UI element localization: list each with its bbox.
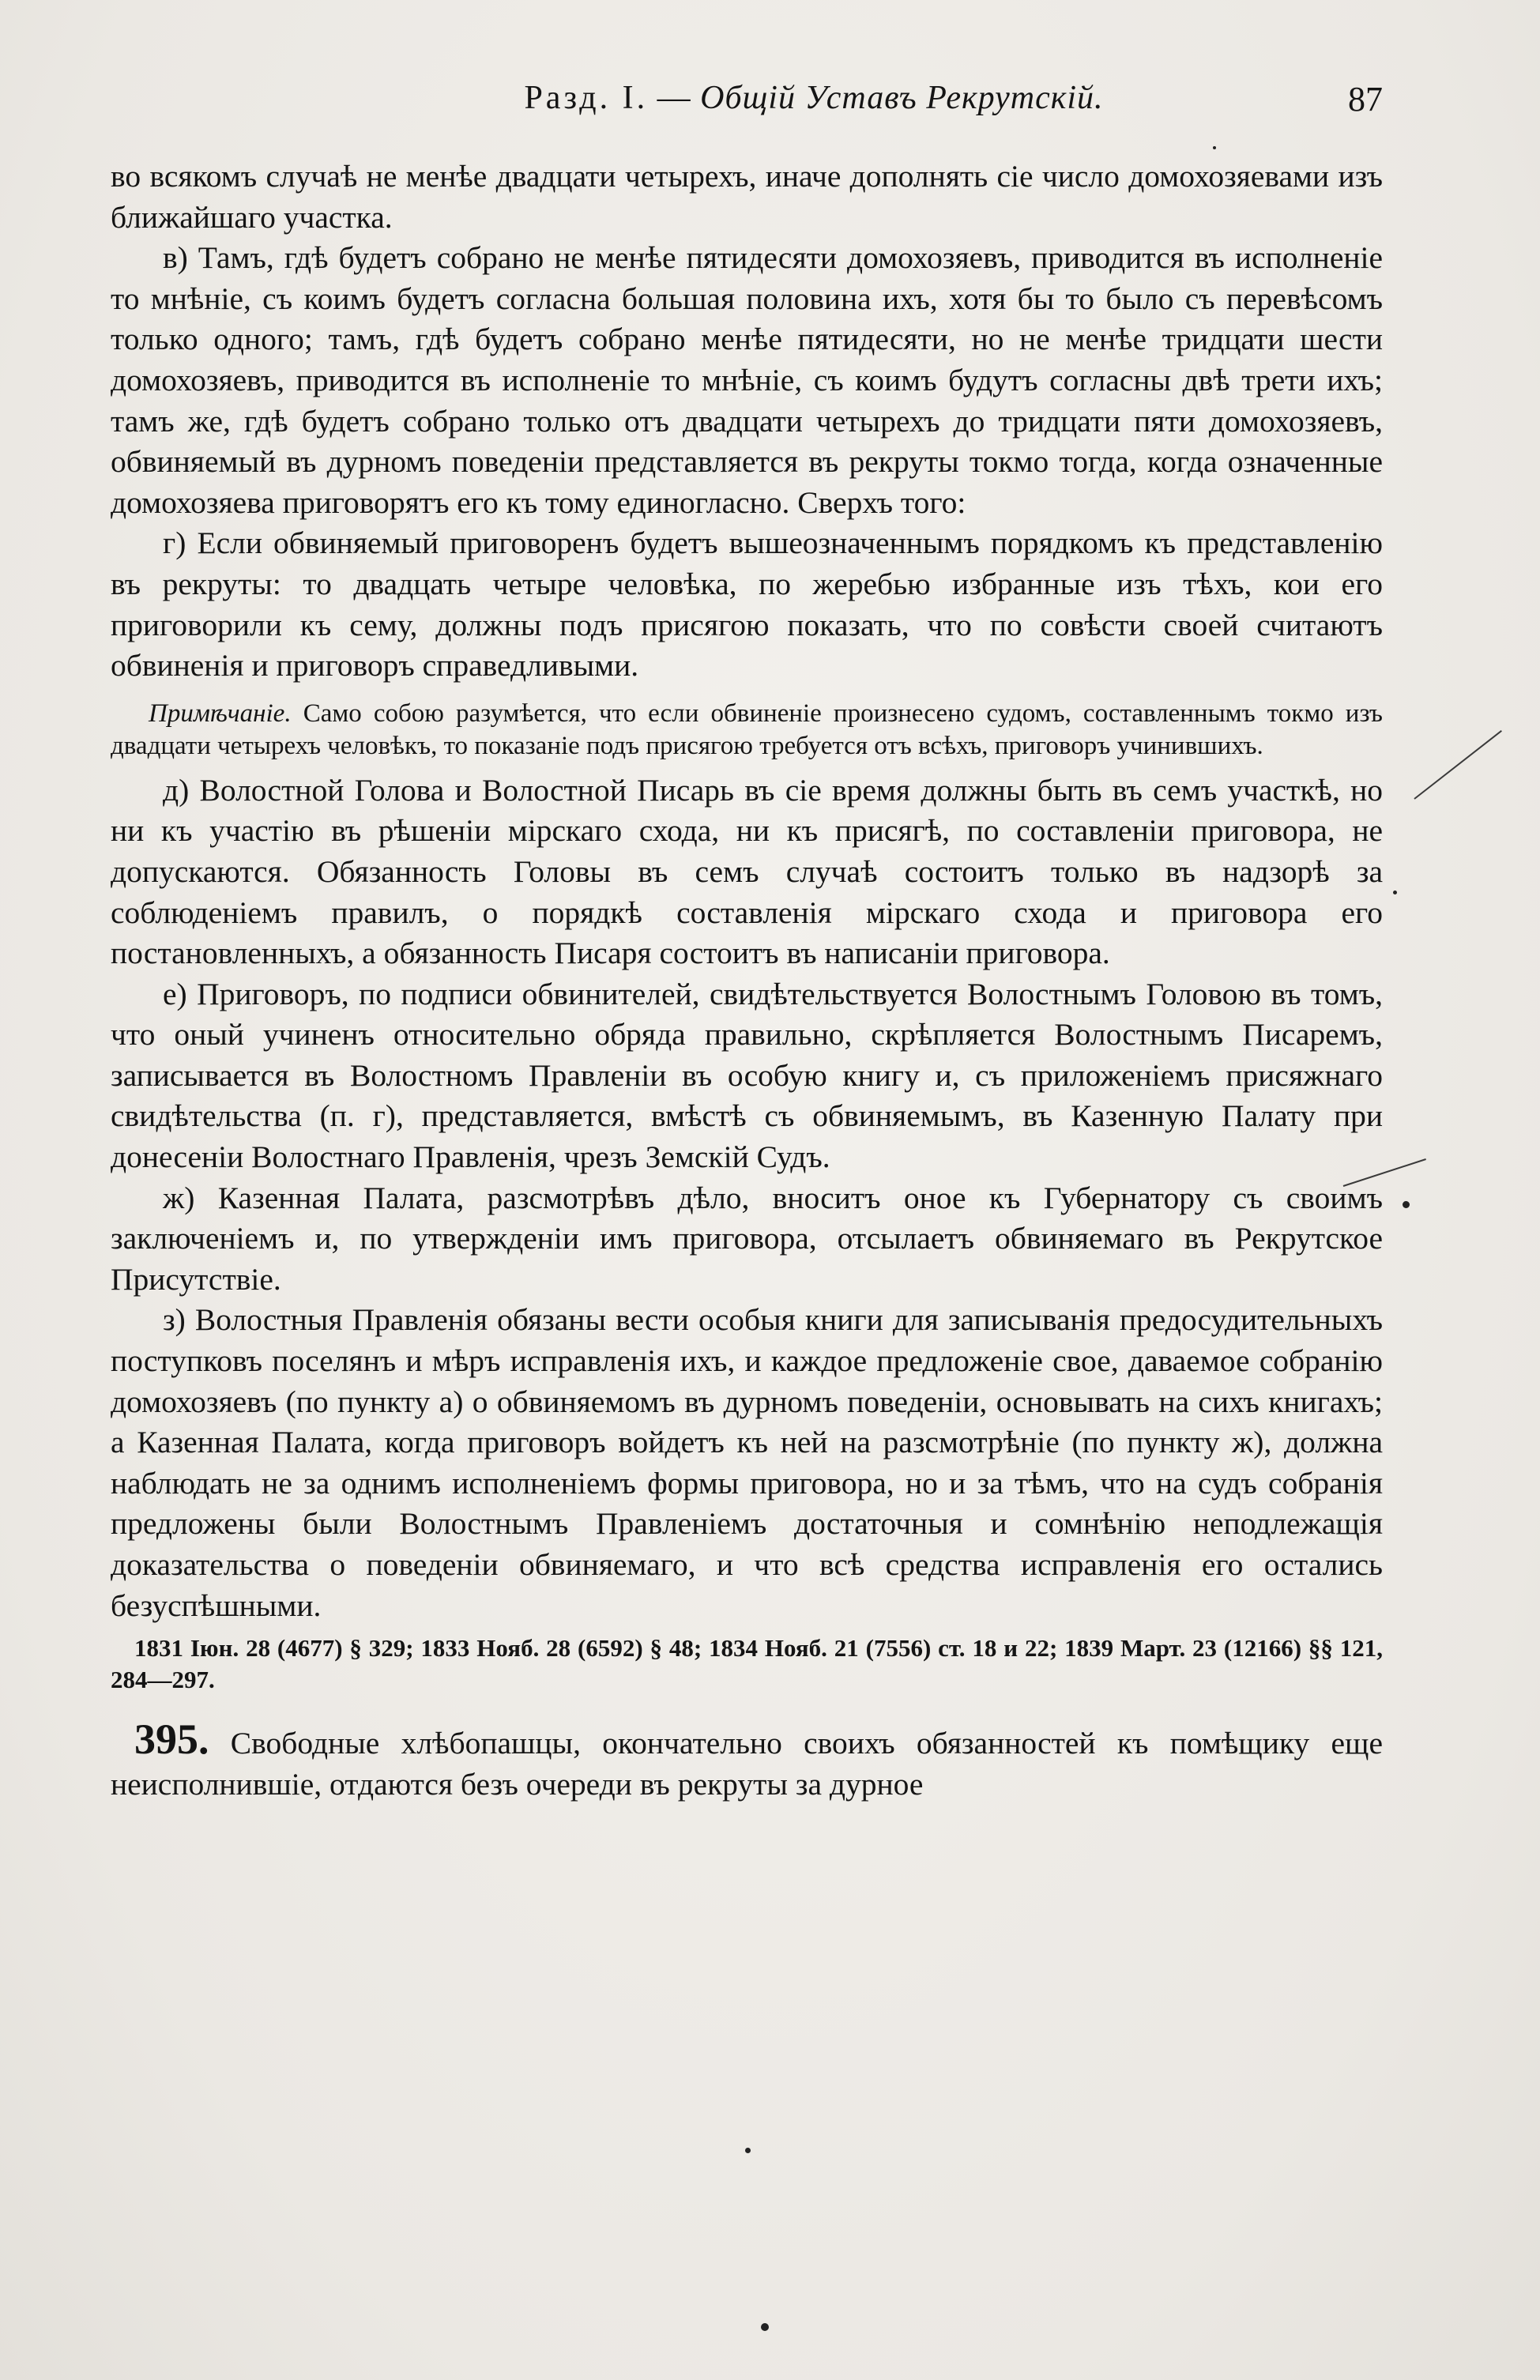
footnote-remark: [111, 698, 1383, 763]
title-dash: —: [657, 80, 691, 116]
paragraph-zh: ж) Казенная Палата, разсмотрѣвъ дѣло, вноситъ оное къ Губернатору съ своимъ заключеніемъ и, по утвержденіи имъ приговора, отсылаетъ обвиняемаго въ Рекрутское Присутствіе.: [111, 1180, 1383, 1297]
article-395: [111, 1715, 1384, 1805]
article-text: Свободные хлѣбопашцы, окончательно своихъ обязанностей къ помѣщику еще неисполнившіе, отдаются безъ очереди въ рекруты за дурное: [111, 1726, 1384, 1802]
ink-speck: [745, 2148, 751, 2153]
page-header: [119, 79, 1383, 134]
paragraph-d: д) Волостной Голова и Волостной Писарь въ сіе время должны быть въ семъ участкѣ, но ни къ участію въ рѣшеніи мірскаго схода, ни къ присягѣ, по составленіи приговора, не допускаются. Обязанность Головы въ семъ случаѣ состоитъ только въ надзорѣ за соблюденіемъ правилъ, о порядкѣ составленія мірскаго схода и приговора его постановленныхъ, а обязанность Писаря состоитъ въ написаніи приговора.: [111, 772, 1383, 971]
pencil-mark: [1414, 730, 1502, 800]
section-label: Разд. I.: [524, 80, 649, 116]
paragraph-e: е) Приговоръ, по подписи обвинителей, свидѣтельствуется Волостнымъ Головою въ томъ, что оный учиненъ относительно обряда правильно, скрѣпляется Волостнымъ Писаремъ, записывается въ Волостномъ Правленіи въ особую книгу и, съ приложеніемъ присяжнаго свидѣтельства (п. г), представляется, вмѣстѣ съ обвиняемымъ, въ Казенную Палату при донесеніи Волостнаго Правленія, чрезъ Земскій Судъ.: [111, 976, 1383, 1175]
statute-title: Общій Уставъ Рекрутскій.: [700, 80, 1104, 116]
remark-label: Примѣчаніе.: [149, 699, 292, 728]
remark-text: Само собою разумѣется, что если обвиненіе произнесено судомъ, составленнымъ токмо изъ двадцати четырехъ человѣкъ, то показаніе подъ присягою требуется отъ всѣхъ, приговоръ учинившихъ.: [111, 699, 1383, 760]
ink-speck: [1403, 1201, 1410, 1208]
ink-speck: [1393, 891, 1397, 894]
page-body: [111, 156, 1383, 1805]
legal-citation: 1831 Іюн. 28 (4677) § 329; 1833 Нояб. 28 (6592) § 48; 1834 Нояб. 21 (7556) ст. 18 и 22; 1839 Март. 23 (12166) §§ 121, 284—297.: [111, 1634, 1383, 1694]
paragraph-continuation: во всякомъ случаѣ не менѣе двадцати четырехъ, иначе дополнять сіе число домохозяевами изъ ближайшаго участка.: [111, 159, 1383, 235]
running-title: [119, 79, 1383, 117]
paragraph-z: з) Волостныя Правленія обязаны вести особыя книги для записыванія предосудительныхъ поступковъ поселянъ и мѣръ исправленія ихъ, и каждое предложеніе свое, даваемое собранію домохозяевъ (по пункту а) о обвиняемомъ въ дурномъ поведеніи, основывать на сихъ книгахъ; а Казенная Палата, когда приговоръ войдетъ къ ней на разсмотрѣніе (по пункту ж), должна наблюдать не за однимъ исполненіемъ формы приговора, но и за тѣмъ, что на судъ собранія предложены были Волостнымъ Правленіемъ достаточныя и сомнѣнію неподлежащія доказательства о поведеніи обвиняемаго, и что всѣ средства исправленія его остались безуспѣшными.: [111, 1302, 1383, 1623]
paragraph-g: г) Если обвиняемый приговоренъ будетъ вышеозначеннымъ порядкомъ къ представленію въ рекруты: то двадцать четыре человѣка, по жеребью избранные изъ тѣхъ, кои его приговорили къ сему, должны подъ присягою показать, что по совѣсти своей считаютъ обвиненія и приговоръ справедливыми.: [111, 525, 1383, 683]
page-number: 87: [1348, 80, 1383, 119]
ink-speck: [761, 2323, 769, 2331]
ink-speck: [1213, 146, 1216, 149]
paragraph-v: в) Тамъ, гдѣ будетъ собрано не менѣе пятидесяти домохозяевъ, приводится въ исполненіе то мнѣніе, съ коимъ будетъ согласна большая половина ихъ, хотя бы то было съ перевѣсомъ только одного; тамъ, гдѣ будетъ собрано менѣе пятидесяти, но не менѣе тридцати шести домохозяевъ, приводится въ исполненіе то мнѣніе, съ коимъ будутъ согласны двѣ трети ихъ; тамъ же, гдѣ будетъ собрано только отъ двадцати четырехъ до тридцати пяти домохозяевъ, обвиняемый въ дурномъ поведеніи представляется въ рекруты токмо тогда, когда означенные домохозяева приговорятъ его къ тому единогласно. Сверхъ того:: [111, 240, 1383, 520]
article-number: 395.: [134, 1715, 209, 1764]
